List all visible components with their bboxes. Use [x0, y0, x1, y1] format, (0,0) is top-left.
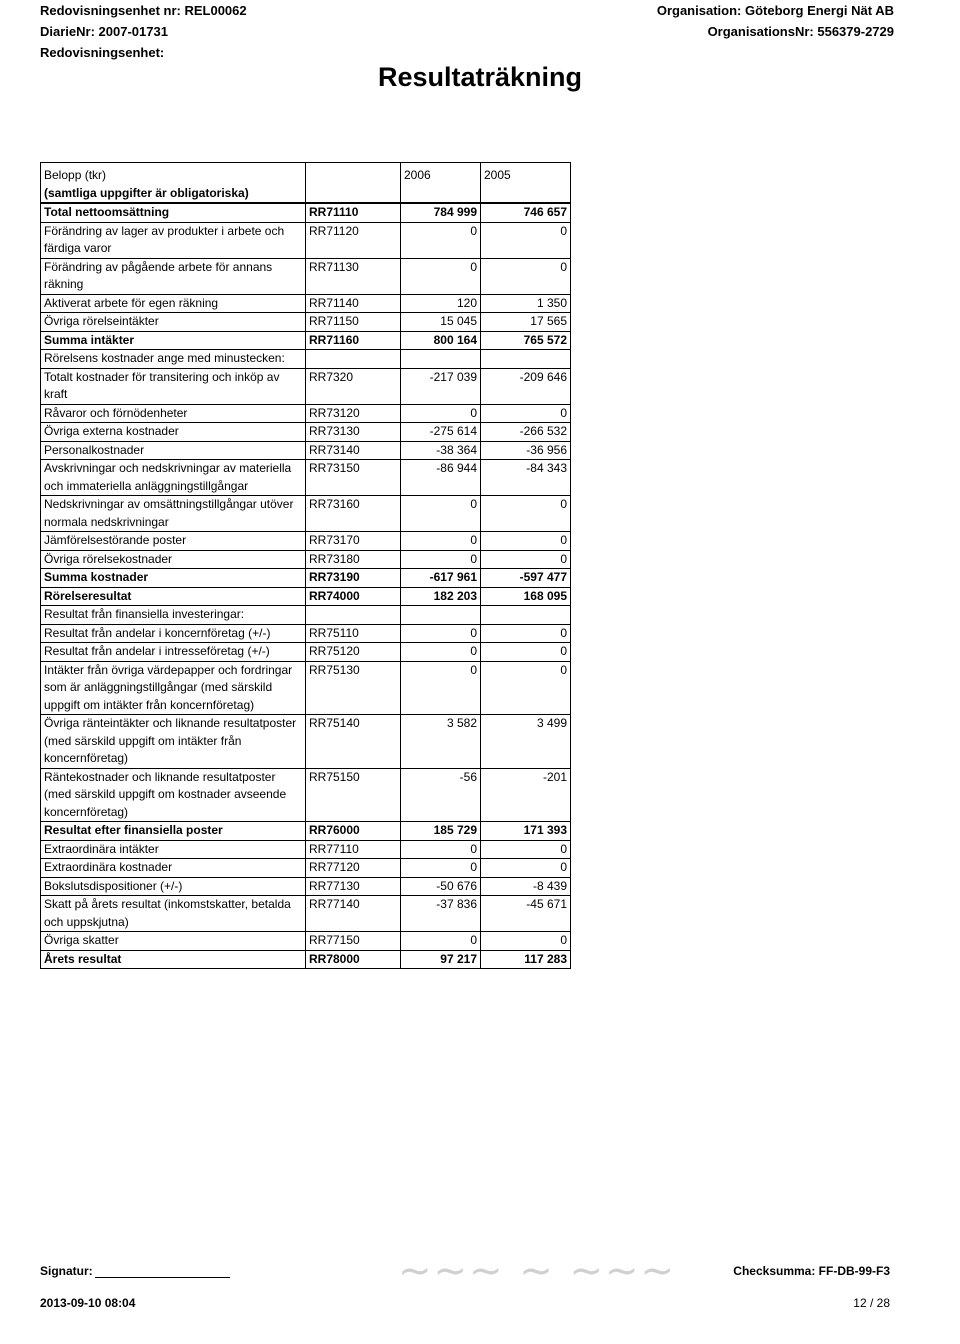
row-label: Övriga externa kostnader — [41, 423, 306, 442]
row-value-2005: -36 956 — [481, 441, 571, 460]
table-row — [41, 423, 571, 442]
table-row — [41, 441, 571, 460]
diary-number: DiarieNr: 2007-01731 — [40, 24, 168, 39]
table-row — [41, 313, 571, 332]
row-code: RR71130 — [306, 258, 401, 294]
row-value-2006: 0 — [401, 532, 481, 551]
row-code: RR74000 — [306, 587, 401, 606]
row-label: Skatt på årets resultat (inkomstskatter, betalda och uppskjutna) — [41, 896, 306, 932]
row-value-2006: 784 999 — [401, 203, 481, 222]
row-code: RR76000 — [306, 822, 401, 841]
row-value-2005: 0 — [481, 496, 571, 532]
row-label: Avskrivningar och nedskrivningar av materiella och immateriella anläggningstillgångar — [41, 460, 306, 496]
page-number: 12 / 28 — [853, 1296, 890, 1310]
year-2006-header: 2006 — [401, 163, 481, 204]
row-label: Summa intäkter — [41, 331, 306, 350]
header-left — [40, 0, 247, 63]
row-label: Rörelsens kostnader ange med minustecken: — [41, 350, 306, 369]
table-row — [41, 950, 571, 969]
row-code: RR71120 — [306, 222, 401, 258]
row-value-2006: 0 — [401, 859, 481, 878]
row-code: RR73120 — [306, 404, 401, 423]
row-code: RR73130 — [306, 423, 401, 442]
table-header-row — [41, 163, 571, 204]
row-value-2005: 0 — [481, 532, 571, 551]
year-2005-header: 2005 — [481, 163, 571, 204]
row-code — [306, 606, 401, 625]
row-value-2006: 0 — [401, 624, 481, 643]
page-title: Resultaträkning — [377, 62, 583, 92]
row-value-2006: -217 039 — [401, 368, 481, 404]
organisation-number: OrganisationsNr: 556379-2729 — [707, 24, 894, 39]
row-code: RR75120 — [306, 643, 401, 662]
row-value-2006: 185 729 — [401, 822, 481, 841]
table-row — [41, 822, 571, 841]
row-value-2006: 15 045 — [401, 313, 481, 332]
row-label: Årets resultat — [41, 950, 306, 969]
table-row — [41, 859, 571, 878]
row-value-2006: -37 836 — [401, 896, 481, 932]
table-row — [41, 368, 571, 404]
row-value-2006: 0 — [401, 222, 481, 258]
table-row — [41, 331, 571, 350]
row-value-2006: -50 676 — [401, 877, 481, 896]
income-statement-table — [40, 162, 571, 969]
row-value-2006: -56 — [401, 768, 481, 822]
row-value-2005: 0 — [481, 624, 571, 643]
row-value-2006: 800 164 — [401, 331, 481, 350]
row-value-2005: 765 572 — [481, 331, 571, 350]
row-label: Extraordinära intäkter — [41, 840, 306, 859]
table-body — [41, 203, 571, 969]
row-code: RR77110 — [306, 840, 401, 859]
amount-unit-label: Belopp (tkr) — [44, 168, 107, 182]
header-label-cell — [41, 163, 306, 204]
row-label: Övriga skatter — [41, 932, 306, 951]
row-code: RR77140 — [306, 896, 401, 932]
row-value-2006 — [401, 606, 481, 625]
row-code: RR75130 — [306, 661, 401, 715]
row-value-2006: 0 — [401, 550, 481, 569]
row-value-2005: -266 532 — [481, 423, 571, 442]
row-code: RR78000 — [306, 950, 401, 969]
table-row — [41, 840, 571, 859]
row-value-2005: -45 671 — [481, 896, 571, 932]
row-value-2006: -275 614 — [401, 423, 481, 442]
table-row — [41, 258, 571, 294]
table-row — [41, 460, 571, 496]
row-code: RR77120 — [306, 859, 401, 878]
table-row — [41, 532, 571, 551]
row-value-2005: -209 646 — [481, 368, 571, 404]
table-row — [41, 222, 571, 258]
row-value-2006 — [401, 350, 481, 369]
row-code: RR75110 — [306, 624, 401, 643]
header-code-cell — [306, 163, 401, 204]
table-row — [41, 715, 571, 769]
row-code — [306, 350, 401, 369]
row-value-2005: 168 095 — [481, 587, 571, 606]
row-label: Övriga rörelseintäkter — [41, 313, 306, 332]
row-label: Räntekostnader och liknande resultatposter (med särskild uppgift om kostnader avseende koncernföretag) — [41, 768, 306, 822]
row-value-2006: -617 961 — [401, 569, 481, 588]
row-value-2005 — [481, 350, 571, 369]
row-value-2005: 746 657 — [481, 203, 571, 222]
row-code: RR7320 — [306, 368, 401, 404]
row-label: Förändring av lager av produkter i arbete och färdiga varor — [41, 222, 306, 258]
row-value-2005: -8 439 — [481, 877, 571, 896]
row-value-2005: 0 — [481, 404, 571, 423]
row-value-2006: 3 582 — [401, 715, 481, 769]
row-value-2005: 117 283 — [481, 950, 571, 969]
row-label: Övriga rörelsekostnader — [41, 550, 306, 569]
reporting-unit: Redovisningsenhet: — [40, 45, 165, 60]
row-code: RR73160 — [306, 496, 401, 532]
row-value-2006: 0 — [401, 840, 481, 859]
row-value-2005: 0 — [481, 661, 571, 715]
row-code: RR71150 — [306, 313, 401, 332]
row-label: Jämförelsestörande poster — [41, 532, 306, 551]
row-code: RR73140 — [306, 441, 401, 460]
table-row — [41, 877, 571, 896]
table-row — [41, 587, 571, 606]
row-value-2005: 0 — [481, 222, 571, 258]
row-code: RR75150 — [306, 768, 401, 822]
row-value-2005: 171 393 — [481, 822, 571, 841]
row-value-2006: -38 364 — [401, 441, 481, 460]
table-row — [41, 932, 571, 951]
signature-area — [40, 1264, 230, 1278]
row-code: RR73150 — [306, 460, 401, 496]
row-code: RR73170 — [306, 532, 401, 551]
row-value-2005: -84 343 — [481, 460, 571, 496]
table-row — [41, 896, 571, 932]
signature-label: Signatur: — [40, 1264, 93, 1278]
table-row — [41, 496, 571, 532]
table-row — [41, 624, 571, 643]
row-label: Total nettoomsättning — [41, 203, 306, 222]
row-value-2005: 0 — [481, 550, 571, 569]
row-label: Råvaror och förnödenheter — [41, 404, 306, 423]
reporting-unit-number: Redovisningsenhet nr: REL00062 — [40, 3, 247, 18]
row-label: Övriga ränteintäkter och liknande resultatposter (med särskild uppgift om intäkter från koncernföretag) — [41, 715, 306, 769]
row-code: RR77150 — [306, 932, 401, 951]
row-value-2006: 0 — [401, 643, 481, 662]
row-value-2006: 0 — [401, 496, 481, 532]
row-value-2005: 0 — [481, 643, 571, 662]
row-label: Bokslutsdispositioner (+/-) — [41, 877, 306, 896]
row-code: RR71140 — [306, 294, 401, 313]
table-row — [41, 203, 571, 222]
row-value-2006: 120 — [401, 294, 481, 313]
row-label: Intäkter från övriga värdepapper och fordringar som är anläggningstillgångar (med särskild uppgift om intäkter från koncernföretag) — [41, 661, 306, 715]
checksum: Checksumma: FF-DB-99-F3 — [733, 1264, 890, 1278]
row-value-2005: 3 499 — [481, 715, 571, 769]
table-row — [41, 643, 571, 662]
row-code: RR71110 — [306, 203, 401, 222]
table-row — [41, 404, 571, 423]
row-label: Resultat från andelar i koncernföretag (+/-) — [41, 624, 306, 643]
print-datetime: 2013-09-10 08:04 — [40, 1296, 136, 1310]
row-value-2006: 0 — [401, 404, 481, 423]
row-label: Resultat efter finansiella poster — [41, 822, 306, 841]
row-label: Rörelseresultat — [41, 587, 306, 606]
table-row — [41, 606, 571, 625]
row-label: Extraordinära kostnader — [41, 859, 306, 878]
header-right — [657, 0, 894, 42]
row-value-2006: 0 — [401, 661, 481, 715]
row-label: Aktiverat arbete för egen räkning — [41, 294, 306, 313]
row-value-2006: 182 203 — [401, 587, 481, 606]
row-label: Resultat från finansiella investeringar: — [41, 606, 306, 625]
table-row — [41, 294, 571, 313]
row-value-2005: 0 — [481, 859, 571, 878]
row-code: RR77130 — [306, 877, 401, 896]
row-label: Personalkostnader — [41, 441, 306, 460]
table-row — [41, 550, 571, 569]
row-label: Förändring av pågående arbete för annans räkning — [41, 258, 306, 294]
row-value-2005: 0 — [481, 840, 571, 859]
row-code: RR73180 — [306, 550, 401, 569]
row-value-2005: 17 565 — [481, 313, 571, 332]
row-value-2005: 0 — [481, 932, 571, 951]
row-code: RR71160 — [306, 331, 401, 350]
mandatory-note: (samtliga uppgifter är obligatoriska) — [44, 186, 249, 200]
row-label: Nedskrivningar av omsättningstillgångar utöver normala nedskrivningar — [41, 496, 306, 532]
row-value-2005 — [481, 606, 571, 625]
table-row — [41, 768, 571, 822]
intern-kopia-stamp: ~~~ ~ ~~~ — [398, 1248, 677, 1294]
organisation-name: Organisation: Göteborg Energi Nät AB — [656, 3, 894, 18]
row-label: Totalt kostnader för transitering och inköp av kraft — [41, 368, 306, 404]
row-label: Summa kostnader — [41, 569, 306, 588]
table-row — [41, 569, 571, 588]
signature-line — [95, 1265, 230, 1278]
row-value-2005: 1 350 — [481, 294, 571, 313]
row-value-2006: 0 — [401, 258, 481, 294]
row-value-2005: -201 — [481, 768, 571, 822]
row-code: RR75140 — [306, 715, 401, 769]
table-row — [41, 350, 571, 369]
row-code: RR73190 — [306, 569, 401, 588]
table-row — [41, 661, 571, 715]
row-value-2005: -597 477 — [481, 569, 571, 588]
row-value-2006: 97 217 — [401, 950, 481, 969]
row-value-2005: 0 — [481, 258, 571, 294]
row-label: Resultat från andelar i intresseföretag (+/-) — [41, 643, 306, 662]
row-value-2006: -86 944 — [401, 460, 481, 496]
row-value-2006: 0 — [401, 932, 481, 951]
